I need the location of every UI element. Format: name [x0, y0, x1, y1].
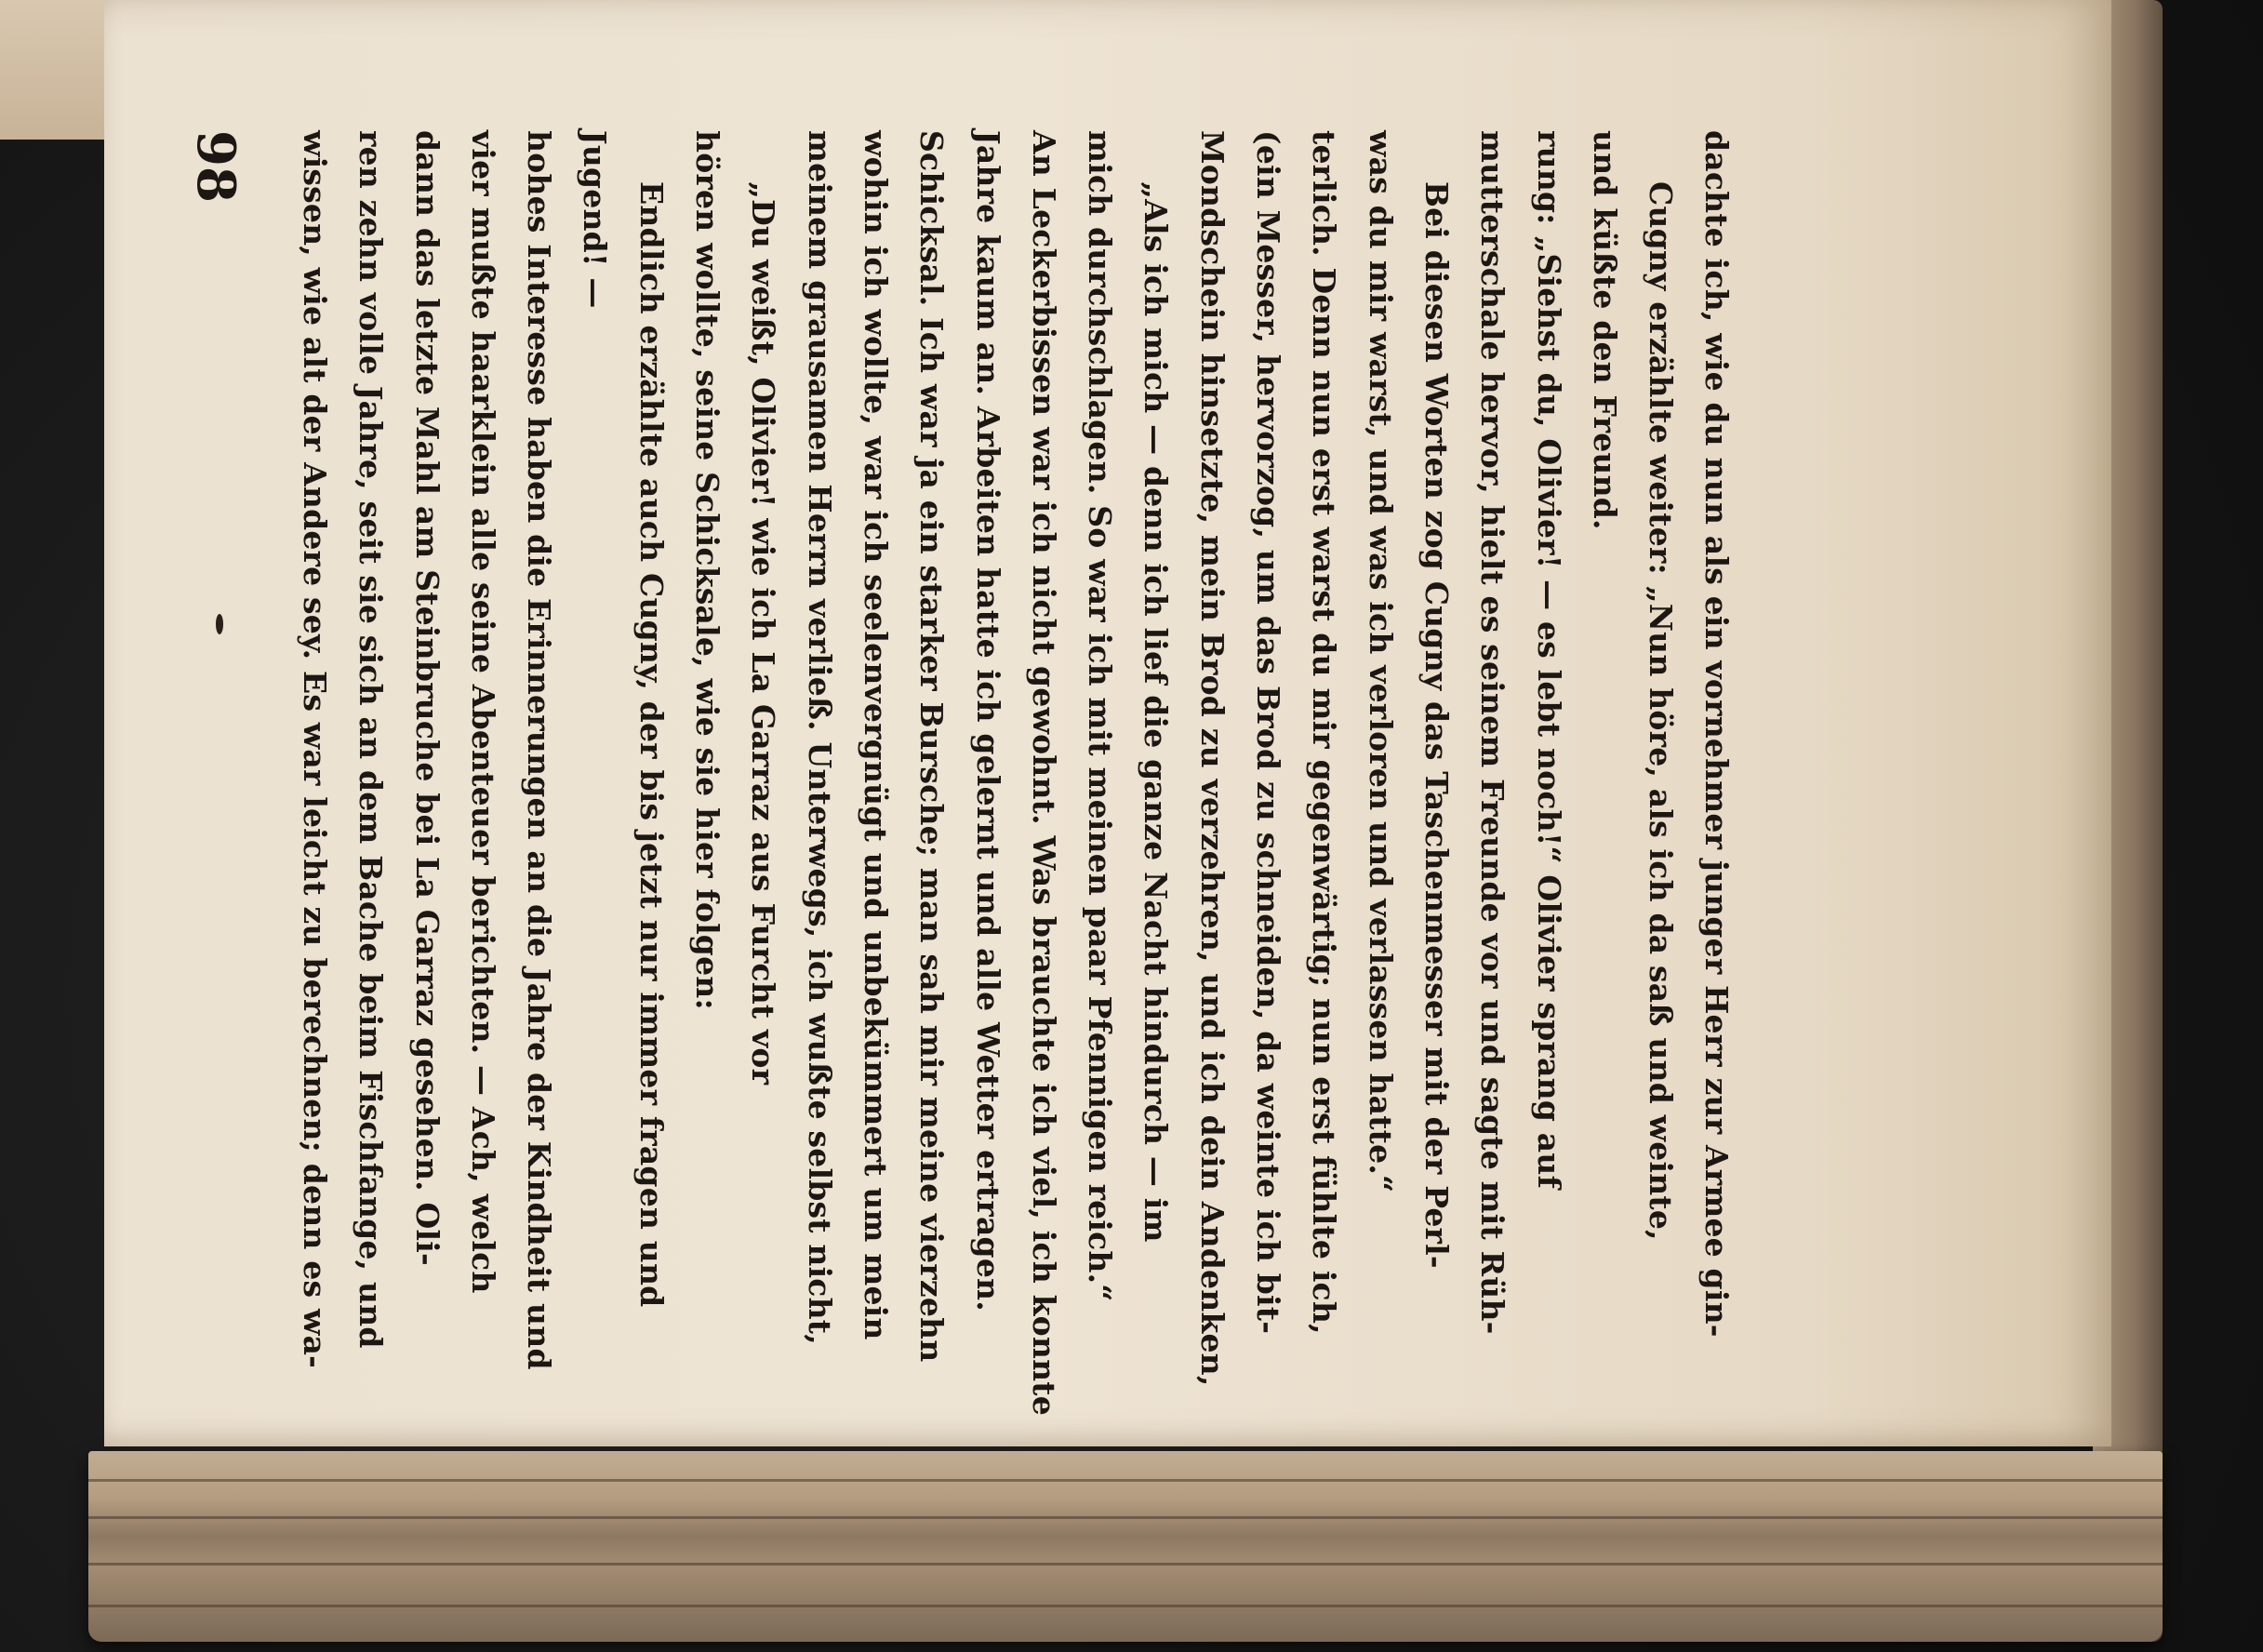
text-line: mich durchschlagen. So war ich mit meinen paar Pfennigen reich.“ [1082, 130, 1119, 1302]
text-line: dachte ich, wie du nun als ein vornehmer junger Herr zur Armee gin- [1698, 130, 1736, 1338]
text-line: rung: „Siehst du, Olivier! — es lebt noch!“ Olivier sprang auf [1530, 130, 1567, 1189]
text-line: ren zehn volle Jahre, seit sie sich an dem Bache beim Fischfange, und [353, 130, 390, 1349]
text-line: dann das letzte Mahl am Steinbruche bei La Garraz gesehen. Oli- [408, 130, 446, 1266]
text-line: wohin ich wollte, war ich seelenvergnügt und unbekümmert um mein [858, 130, 894, 1340]
text-line: mutterschale hervor, hielt es seinem Freunde vor und sagte mit Rüh- [1474, 130, 1511, 1335]
text-line: Cugny erzählte weiter: „Nun höre, als ich da saß und weinte, [1643, 181, 1680, 1241]
rotated-text-block [185, 130, 1767, 1416]
text-line: Jugend! — [577, 130, 614, 309]
text-line: terlich. Denn nun erst warst du mir gegenwärtig; nun erst fühlte ich, [1306, 130, 1343, 1335]
text-line: (ein Messer, hervorzog, um das Brod zu schneiden, da weinte ich bit- [1250, 130, 1287, 1335]
ink-speck [216, 614, 223, 634]
text-line: wissen, wie alt der Andere sey. Es war leicht zu berechnen; denn es wa- [297, 130, 333, 1369]
text-line: was du mir warst, und was ich verloren und verlassen hatte.“ [1362, 130, 1399, 1193]
text-line: Endlich erzählte auch Cugny, der bis jetzt nur immer fragen und [632, 181, 670, 1308]
text-line: „Als ich mich — denn ich lief die ganze Nacht hindurch — im [1138, 181, 1175, 1243]
text-line: Jahre kaum an. Arbeiten hatte ich gelernt und alle Wetter ertragen. [969, 130, 1006, 1312]
page-number: 98 [185, 130, 246, 203]
book-page-edges [88, 1451, 2163, 1642]
text-line: An Leckerbissen war ich nicht gewohnt. Was brauchte ich viel, ich konnte [1025, 130, 1062, 1416]
text-line: hohes Interesse haben die Erinnerungen an die Jahre der Kindheit und [521, 130, 558, 1370]
text-line: meinem grausamen Herrn verließ. Unterwegs, ich wußte selbst nicht, [801, 130, 838, 1345]
text-line: „Du weißt, Olivier! wie ich La Garraz aus Furcht vor [745, 181, 782, 1086]
text-line: hören wollte, seine Schicksale, wie sie hier folgen: [689, 130, 726, 1010]
text-line: Bei diesen Worten zog Cugny das Taschenmesser mit der Perl- [1418, 181, 1455, 1269]
text-line: Schicksal. Ich war ja ein starker Bursche; man sah mir meine vierzehn [913, 130, 951, 1363]
text-line: vier mußte haarklein alle seine Abenteuer berichten. — Ach, welch [464, 130, 501, 1294]
text-line: Mondschein hinsetzte, mein Brod zu verzehren, und ich dein Andenken, [1193, 130, 1231, 1387]
text-line: und küßte den Freund. [1586, 130, 1623, 530]
